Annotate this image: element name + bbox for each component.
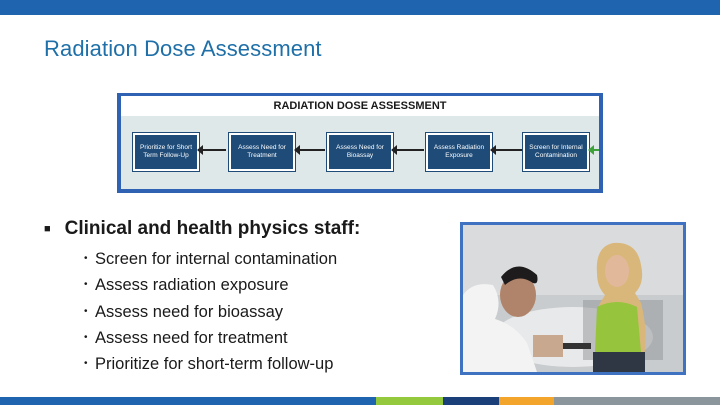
- list-item-text: Assess need for bioassay: [95, 302, 284, 321]
- bullet-dot-icon: •: [84, 305, 88, 317]
- bottom-bar-gray: [554, 397, 720, 405]
- step-assess-treatment: Assess Need for Treatment: [229, 133, 295, 171]
- list-item-text: Assess need for treatment: [95, 329, 288, 348]
- bottom-bar-orange: [499, 397, 554, 405]
- bullet-dot-icon: •: [84, 253, 88, 265]
- top-bar-blue: [0, 0, 720, 15]
- arrow-left-icon: [299, 149, 325, 151]
- step-prioritize: Prioritize for Short Term Follow-Up: [133, 133, 199, 171]
- main-bullet-text: Clinical and health physics staff:: [64, 218, 361, 239]
- list-item: [84, 246, 337, 272]
- list-item-text: Assess radiation exposure: [95, 276, 289, 295]
- bottom-bar-blue: [0, 397, 376, 405]
- list-item: [84, 351, 337, 377]
- bottom-accent-bar: [0, 397, 720, 405]
- top-accent-bar: [0, 0, 720, 15]
- step-assess-exposure: Assess Radiation Exposure: [426, 133, 492, 171]
- entry-arrow-icon: [593, 149, 599, 151]
- sub-bullet-list: [84, 246, 337, 377]
- step-screen-contamination: Screen for Internal Contamination: [523, 133, 589, 171]
- photo-illustration: [463, 225, 683, 372]
- clinician-interviewing-woman-photo: [460, 222, 686, 375]
- arrow-left-icon: [202, 149, 226, 151]
- bottom-bar-navy: [443, 397, 499, 405]
- list-item: [84, 272, 337, 298]
- list-item-text: Prioritize for short-term follow-up: [95, 355, 334, 374]
- step-assess-bioassay: Assess Need for Bioassay: [327, 133, 393, 171]
- square-bullet-icon: ■: [44, 223, 51, 235]
- list-item-text: Screen for internal contamination: [95, 250, 338, 269]
- diagram-header: RADIATION DOSE ASSESSMENT: [121, 96, 599, 116]
- bullet-dot-icon: •: [84, 358, 88, 370]
- diagram-body: [121, 116, 599, 189]
- arrow-left-icon: [396, 149, 424, 151]
- dose-assessment-diagram: [117, 93, 603, 193]
- list-item: [84, 299, 337, 325]
- list-item: [84, 325, 337, 351]
- bottom-bar-green: [376, 397, 443, 405]
- bullet-dot-icon: •: [84, 332, 88, 344]
- arrow-left-icon: [495, 149, 523, 151]
- main-bullet: [44, 218, 360, 240]
- slide-title: Radiation Dose Assessment: [44, 36, 322, 61]
- bullet-dot-icon: •: [84, 279, 88, 291]
